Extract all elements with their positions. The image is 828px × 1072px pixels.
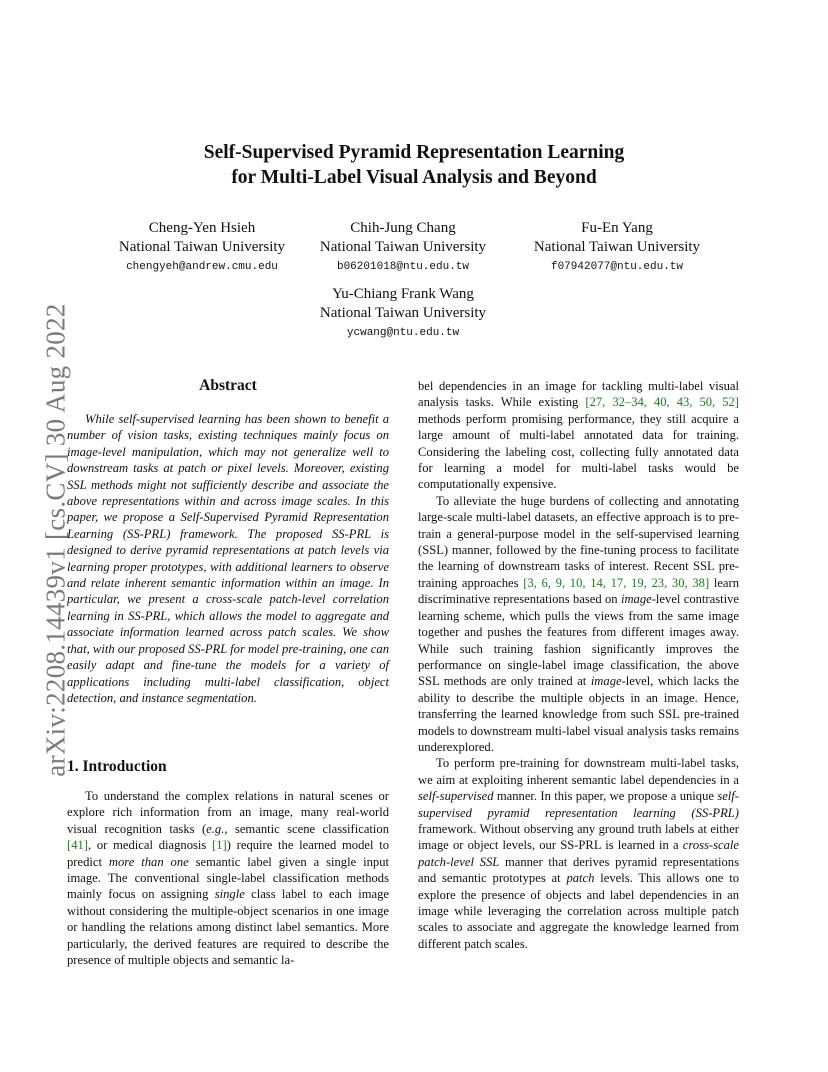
intro-paragraph-1: To understand the complex relations in natural scenes or explore rich information from an image, many real-world visual recognition tasks (e.g., semantic scene classification [41], or medical diagnosis [1]) require the learned model to predict more than one semantic label given a single input image. The conventional single-label classification methods mainly focus on assigning single class label to each image without considering the multiple-object scenarios in one image or handling the relations among distinct label semantics. More particularly, the derived features are required to describe the presence of multiple objects and semantic la- bbox=[67, 789, 389, 968]
author-email: f07942077@ntu.edu.tw bbox=[550, 261, 684, 273]
author-name: Fu-En Yang bbox=[581, 220, 653, 236]
author-affiliation: National Taiwan University bbox=[118, 239, 286, 255]
intro-heading: 1. Introduction bbox=[67, 758, 167, 775]
author-email: b06201018@ntu.edu.tw bbox=[336, 261, 470, 273]
author-block-4 bbox=[288, 285, 518, 343]
paper-title bbox=[0, 140, 828, 190]
citation-link[interactable]: [27, 32–34, 40, 43, 50, 52] bbox=[585, 395, 739, 410]
right-paragraph-3: To perform pre-training for downstream multi-label tasks, we aim at exploiting inherent semantic label dependencies in a self-supervised manner. In this paper, we propose a unique self-supervised pyramid representation learning (SS-PRL) framework. Without observing any ground truth labels at either image or object levels, our SS-PRL is learned in a cross-scale patch-level SSL manner that derives pyramid representations and semantic prototypes at patch levels. This allows one to explore the presence of objects and label dependencies in an image while leveraging the correlation across multiple patch scales to associate and aggregate the knowledge learned from different patch scales. bbox=[418, 756, 739, 951]
author-block-1 bbox=[87, 219, 317, 277]
citation-link[interactable]: [41] bbox=[67, 838, 88, 853]
author-affiliation: National Taiwan University bbox=[319, 239, 487, 255]
right-paragraph-1: bel dependencies in an image for tackling multi-label visual analysis tasks. While existing [27, 32–34, 40, 43, 50, 52] methods perform promising performance, they still acquire a large amount of multi-label annotated data for training. Considering the labeling cost, collecting fully annotated data for learning a model for multi-label tasks would be computationally expensive. bbox=[418, 379, 739, 492]
author-email: chengyeh@andrew.cmu.edu bbox=[126, 261, 278, 273]
intro-body bbox=[67, 788, 389, 968]
author-name: Chih-Jung Chang bbox=[350, 220, 456, 236]
title-line-2: for Multi-Label Visual Analysis and Beyond bbox=[231, 167, 597, 188]
citation-link[interactable]: [1] bbox=[212, 838, 227, 853]
citation-link[interactable]: [3, 6, 9, 10, 14, 17, 19, 23, 30, 38] bbox=[523, 575, 710, 590]
abstract-heading: Abstract bbox=[199, 377, 257, 394]
abstract-body bbox=[67, 411, 389, 706]
author-email: ycwang@ntu.edu.tw bbox=[346, 327, 460, 339]
right-column bbox=[418, 378, 739, 952]
right-paragraph-2: To alleviate the huge burdens of collecting and annotating large-scale multi-label datasets, an effective approach is to pre-train a general-purpose model in the self-supervised learning (SSL) manner, followed by the fine-tuning process to facilitate the learning of downstream tasks of interest. Recent SSL pre-training approaches [3, 6, 9, 10, 14, 17, 19, 23, 30, 38] learn discriminative representations based on image-level contrastive learning scheme, which pulls the views from the same image together and pushes the features from different images away. While such training fashion significantly improves the performance on single-label image classification, the above SSL methods are only trained at image-level, which lacks the ability to describe the multiple objects in an image. Hence, transferring the learned knowledge from such SSL pre-trained models to downstream multi-label visual analysis tasks remains underexplored. bbox=[418, 493, 740, 754]
arxiv-stamp: arXiv:2208.14439v1 [cs.CV] 30 Aug 2022 bbox=[40, 303, 71, 777]
author-affiliation: National Taiwan University bbox=[319, 305, 487, 321]
author-affiliation: National Taiwan University bbox=[533, 239, 701, 255]
author-block-2 bbox=[288, 219, 518, 277]
author-name: Yu-Chiang Frank Wang bbox=[332, 286, 474, 302]
abstract-text: While self-supervised learning has been shown to benefit a number of vision tasks, existing techniques mainly focus on image-level manipulation, which may not generalize well to downstream tasks at patch or pixel levels. Moreover, existing SSL methods might not sufficiently describe and associate the above representations within and across image scales. In this paper, we propose a Self-Supervised Pyramid Representation Learning (SS-PRL) framework. The proposed SS-PRL is designed to derive pyramid representations at patch levels via learning proper prototypes, with additional learners to observe and relate inherent semantic information within an image. In particular, we present a cross-scale patch-level correlation learning in SS-PRL, which allows the model to aggregate and associate information learned across patch scales. We show that, with our proposed SS-PRL for model pre-training, one can easily adapt and fine-tune the models for a variety of applications including multi-label classification, object detection, and instance segmentation. bbox=[67, 412, 389, 705]
author-name: Cheng-Yen Hsieh bbox=[148, 220, 256, 236]
title-line-1: Self-Supervised Pyramid Representation Learning bbox=[203, 142, 625, 163]
author-block-3 bbox=[502, 219, 732, 277]
